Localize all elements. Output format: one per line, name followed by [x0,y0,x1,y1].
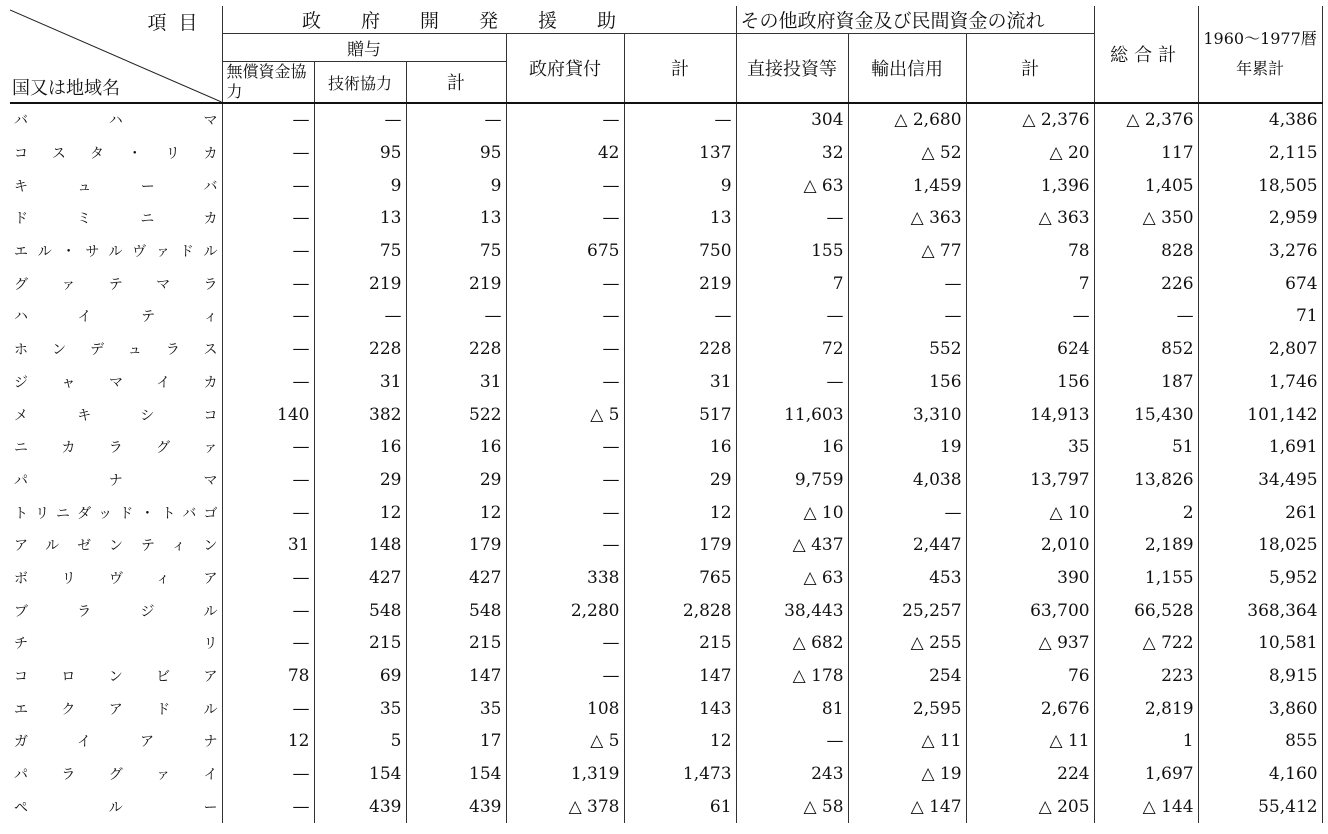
table-cell: 228 [406,333,506,366]
table-cell: 2,959 [1198,202,1322,235]
table-cell: 13,797 [966,464,1094,497]
corner-region-label: 国又は地域名 [12,78,120,99]
header-corner [10,6,222,103]
table-cell: 2,115 [1198,137,1322,170]
table-cell: △ 682 [736,627,848,660]
table-cell: 4,038 [848,464,966,497]
table-cell: 765 [624,562,736,595]
table-cell: 1,405 [1094,169,1198,202]
table-cell: — [222,431,314,464]
table-cell: 219 [406,267,506,300]
table-cell: — [222,137,314,170]
table-cell: 675 [506,235,624,268]
table-cell: 31 [406,366,506,399]
table-cell: 11,603 [736,398,848,431]
region-name: コスタ・リカ [10,137,222,170]
table-cell: 2,595 [848,692,966,725]
table-cell: — [222,627,314,660]
table-row [10,235,1322,268]
table-row [10,692,1322,725]
table-row [10,300,1322,333]
table-cell: 3,310 [848,398,966,431]
table-cell: 2,280 [506,594,624,627]
table-cell: 9,759 [736,464,848,497]
region-name: ホンデュラス [10,333,222,366]
region-name: チリ [10,627,222,660]
table-cell: 17 [406,725,506,758]
table-cell: 18,505 [1198,169,1322,202]
table-cell: △ 378 [506,790,624,823]
grant-total-header: 計 [406,62,506,104]
table-cell: △ 11 [966,725,1094,758]
region-name: キューバ [10,169,222,202]
table-cell: △ 11 [848,725,966,758]
table-cell: 338 [506,562,624,595]
table-cell: 674 [1198,267,1322,300]
table-cell: 2,819 [1094,692,1198,725]
table-cell: 12 [314,496,406,529]
table-cell: 95 [314,137,406,170]
table-cell: 75 [406,235,506,268]
table-row [10,627,1322,660]
table-cell: 76 [966,660,1094,693]
table-cell: 69 [314,660,406,693]
table-cell: 32 [736,137,848,170]
table-cell: 1 [1094,725,1198,758]
table-row [10,496,1322,529]
table-cell: 29 [314,464,406,497]
table-cell: 215 [406,627,506,660]
table-cell: 624 [966,333,1094,366]
oof-group-header: その他政府資金及び民間資金の流れ [736,6,1094,34]
table-cell: 439 [406,790,506,823]
table-cell: △ 63 [736,169,848,202]
table-cell: 1,473 [624,758,736,791]
table-cell: 38,443 [736,594,848,627]
oda-flow-table [10,6,1323,823]
table-cell: 2,676 [966,692,1094,725]
table-cell: 215 [624,627,736,660]
table-cell: — [736,366,848,399]
table-cell: △ 2,376 [966,103,1094,137]
table-cell: — [736,725,848,758]
table-cell: 548 [314,594,406,627]
region-name: ドミニカ [10,202,222,235]
table-cell: 12 [222,725,314,758]
table-cell: 95 [406,137,506,170]
region-name: アルゼンティン [10,529,222,562]
table-cell: — [736,202,848,235]
table-cell: — [848,496,966,529]
table-cell: — [222,103,314,137]
grant-group-header: 贈与 [222,34,506,62]
table-cell: 10,581 [1198,627,1322,660]
table-cell: — [222,496,314,529]
table-row [10,562,1322,595]
table-cell: 81 [736,692,848,725]
table-cell: — [222,692,314,725]
table-cell: △ 52 [848,137,966,170]
table-row [10,169,1322,202]
table-cell: 390 [966,562,1094,595]
table-cell: — [506,366,624,399]
table-cell: — [506,300,624,333]
table-cell: 31 [624,366,736,399]
table-cell: 147 [406,660,506,693]
table-cell: 243 [736,758,848,791]
table-cell: △ 363 [966,202,1094,235]
table-cell: △ 363 [848,202,966,235]
table-cell: 9 [406,169,506,202]
table-cell: 19 [848,431,966,464]
table-cell: △ 2,680 [848,103,966,137]
table-cell: 66,528 [1094,594,1198,627]
table-cell: — [506,660,624,693]
table-header [10,6,1322,103]
table-cell: 179 [406,529,506,562]
table-cell: 2,010 [966,529,1094,562]
table-cell: 453 [848,562,966,595]
table-cell: — [848,267,966,300]
region-name: バハマ [10,103,222,137]
table-cell: 55,412 [1198,790,1322,823]
table-cell: 2,447 [848,529,966,562]
table-cell: 9 [624,169,736,202]
table-cell: 101,142 [1198,398,1322,431]
table-cell: 35 [314,692,406,725]
corner-item-label: 項目 [147,12,210,34]
region-name: エクアドル [10,692,222,725]
table-cell: 223 [1094,660,1198,693]
table-cell: 219 [314,267,406,300]
table-cell: 382 [314,398,406,431]
table-cell: 3,276 [1198,235,1322,268]
table-cell: — [736,300,848,333]
direct-invest-header: 直接投資等 [736,34,848,104]
table-cell: — [222,267,314,300]
table-cell: 75 [314,235,406,268]
table-row [10,529,1322,562]
table-cell: △ 350 [1094,202,1198,235]
cumulative-header: 1960～1977暦年累計 [1198,6,1322,103]
table-cell: 140 [222,398,314,431]
table-row [10,103,1322,137]
table-cell: 226 [1094,267,1198,300]
table-cell: 548 [406,594,506,627]
table-cell: — [222,464,314,497]
table-cell: 552 [848,333,966,366]
table-cell: △ 2,376 [1094,103,1198,137]
table-cell: 8,915 [1198,660,1322,693]
table-cell: △ 144 [1094,790,1198,823]
table-cell: 155 [736,235,848,268]
table-cell: 16 [314,431,406,464]
table-cell: 42 [506,137,624,170]
table-row [10,725,1322,758]
table-cell: △ 255 [848,627,966,660]
table-cell: 29 [406,464,506,497]
table-cell: 29 [624,464,736,497]
table-cell: △ 63 [736,562,848,595]
table-cell: 71 [1198,300,1322,333]
table-cell: △ 10 [736,496,848,529]
table-cell: 4,160 [1198,758,1322,791]
table-cell: — [966,300,1094,333]
table-row [10,398,1322,431]
region-name: パラグァイ [10,758,222,791]
table-cell: 72 [736,333,848,366]
table-cell: 5,952 [1198,562,1322,595]
table-cell: △ 10 [966,496,1094,529]
table-cell: △ 437 [736,529,848,562]
oda-group-header: 政府開発援助 [222,6,736,34]
table-row [10,202,1322,235]
table-cell: 368,364 [1198,594,1322,627]
table-cell: 13 [406,202,506,235]
table-cell: — [1094,300,1198,333]
table-cell: △ 205 [966,790,1094,823]
table-cell: — [506,103,624,137]
export-credit-header: 輸出信用 [848,34,966,104]
table-cell: — [506,464,624,497]
table-cell: 117 [1094,137,1198,170]
table-cell: — [222,758,314,791]
table-cell: 427 [406,562,506,595]
table-cell: 63,700 [966,594,1094,627]
table-cell: — [222,594,314,627]
table-cell: 7 [736,267,848,300]
table-cell: △ 58 [736,790,848,823]
table-cell: 25,257 [848,594,966,627]
table-cell: 517 [624,398,736,431]
table-cell: — [506,431,624,464]
table-cell: 2,828 [624,594,736,627]
table-cell: △ 5 [506,725,624,758]
table-cell: △ 20 [966,137,1094,170]
table-cell: — [506,529,624,562]
grant-aid-header: 無償資金協力 [222,62,314,104]
table-cell: 219 [624,267,736,300]
table-cell: 78 [966,235,1094,268]
table-cell: △ 178 [736,660,848,693]
table-cell: 154 [406,758,506,791]
table-cell: 156 [966,366,1094,399]
table-cell: — [314,103,406,137]
table-cell: 522 [406,398,506,431]
region-name: ブラジル [10,594,222,627]
table-cell: 2,807 [1198,333,1322,366]
table-row [10,660,1322,693]
region-name: グァテマラ [10,267,222,300]
table-cell: △ 147 [848,790,966,823]
table-cell: — [222,790,314,823]
table-cell: 31 [222,529,314,562]
table-cell: — [506,496,624,529]
table-cell: 35 [406,692,506,725]
region-name: ボリヴィア [10,562,222,595]
table-cell: 16 [406,431,506,464]
table-cell: 61 [624,790,736,823]
table-row [10,758,1322,791]
table-cell: 1,396 [966,169,1094,202]
table-cell: 2,189 [1094,529,1198,562]
table-cell: 1,691 [1198,431,1322,464]
table-cell: 13,826 [1094,464,1198,497]
table-cell: 828 [1094,235,1198,268]
table-cell: 148 [314,529,406,562]
table-cell: △ 19 [848,758,966,791]
table-cell: — [624,300,736,333]
region-name: エル・サルヴァドル [10,235,222,268]
table-cell: 15,430 [1094,398,1198,431]
table-cell: 34,495 [1198,464,1322,497]
table-cell: 1,746 [1198,366,1322,399]
table-cell: 16 [736,431,848,464]
table-cell: — [624,103,736,137]
table-cell: — [222,366,314,399]
region-name: ガイアナ [10,725,222,758]
table-cell: 143 [624,692,736,725]
region-name: ニカラグァ [10,431,222,464]
table-row [10,594,1322,627]
table-cell: 228 [314,333,406,366]
table-cell: — [506,333,624,366]
table-cell: 13 [624,202,736,235]
region-name: コロンビア [10,660,222,693]
table-cell: — [506,267,624,300]
table-cell: 855 [1198,725,1322,758]
table-cell: — [222,202,314,235]
table-cell: △ 77 [848,235,966,268]
table-cell: 13 [314,202,406,235]
region-name: ジャマイカ [10,366,222,399]
table-cell: 215 [314,627,406,660]
table-cell: 187 [1094,366,1198,399]
table-cell: — [848,300,966,333]
table-cell: 12 [624,725,736,758]
region-name: メキシコ [10,398,222,431]
loans-header: 政府貸付 [506,34,624,104]
table-row [10,267,1322,300]
table-cell: 51 [1094,431,1198,464]
table-cell: 31 [314,366,406,399]
table-cell: 261 [1198,496,1322,529]
table-cell: — [406,103,506,137]
table-cell: 14,913 [966,398,1094,431]
grand-total-header: 総合計 [1094,6,1198,103]
region-name: ハイティ [10,300,222,333]
table-cell: — [406,300,506,333]
region-name: パナマ [10,464,222,497]
table-cell: 9 [314,169,406,202]
region-name: ペルー [10,790,222,823]
table-cell: 147 [624,660,736,693]
table-cell: 852 [1094,333,1198,366]
table-cell: 2 [1094,496,1198,529]
table-cell: 18,025 [1198,529,1322,562]
table-cell: 7 [966,267,1094,300]
table-cell: 1,319 [506,758,624,791]
table-cell: — [314,300,406,333]
table-cell: 179 [624,529,736,562]
table-body [10,103,1322,823]
table-cell: 12 [406,496,506,529]
table-cell: 1,155 [1094,562,1198,595]
table-cell: 156 [848,366,966,399]
table-cell: 35 [966,431,1094,464]
table-row [10,366,1322,399]
table-cell: 108 [506,692,624,725]
table-cell: — [506,627,624,660]
table-cell: 3,860 [1198,692,1322,725]
table-cell: 5 [314,725,406,758]
table-cell: △ 937 [966,627,1094,660]
table-row [10,137,1322,170]
table-cell: 224 [966,758,1094,791]
table-cell: 12 [624,496,736,529]
table-cell: 750 [624,235,736,268]
table-row [10,333,1322,366]
table-cell: △ 5 [506,398,624,431]
table-row [10,464,1322,497]
table-cell: — [222,235,314,268]
region-name: トリニダッド・トバゴ [10,496,222,529]
table-cell: 228 [624,333,736,366]
table-cell: 427 [314,562,406,595]
table-row [10,431,1322,464]
table-row [10,790,1322,823]
table-cell: 78 [222,660,314,693]
table-cell: △ 722 [1094,627,1198,660]
table-cell: 1,697 [1094,758,1198,791]
oda-total-header: 計 [624,34,736,104]
oof-total-header: 計 [966,34,1094,104]
table-cell: 154 [314,758,406,791]
tech-coop-header: 技術協力 [314,62,406,104]
table-cell: — [222,300,314,333]
table-cell: 439 [314,790,406,823]
table-cell: 16 [624,431,736,464]
table-cell: 1,459 [848,169,966,202]
table-cell: — [222,333,314,366]
table-cell: 137 [624,137,736,170]
table-cell: — [222,562,314,595]
table-cell: 304 [736,103,848,137]
table-cell: — [506,169,624,202]
table-cell: — [506,202,624,235]
table-cell: — [222,169,314,202]
table-cell: 254 [848,660,966,693]
table-cell: 4,386 [1198,103,1322,137]
